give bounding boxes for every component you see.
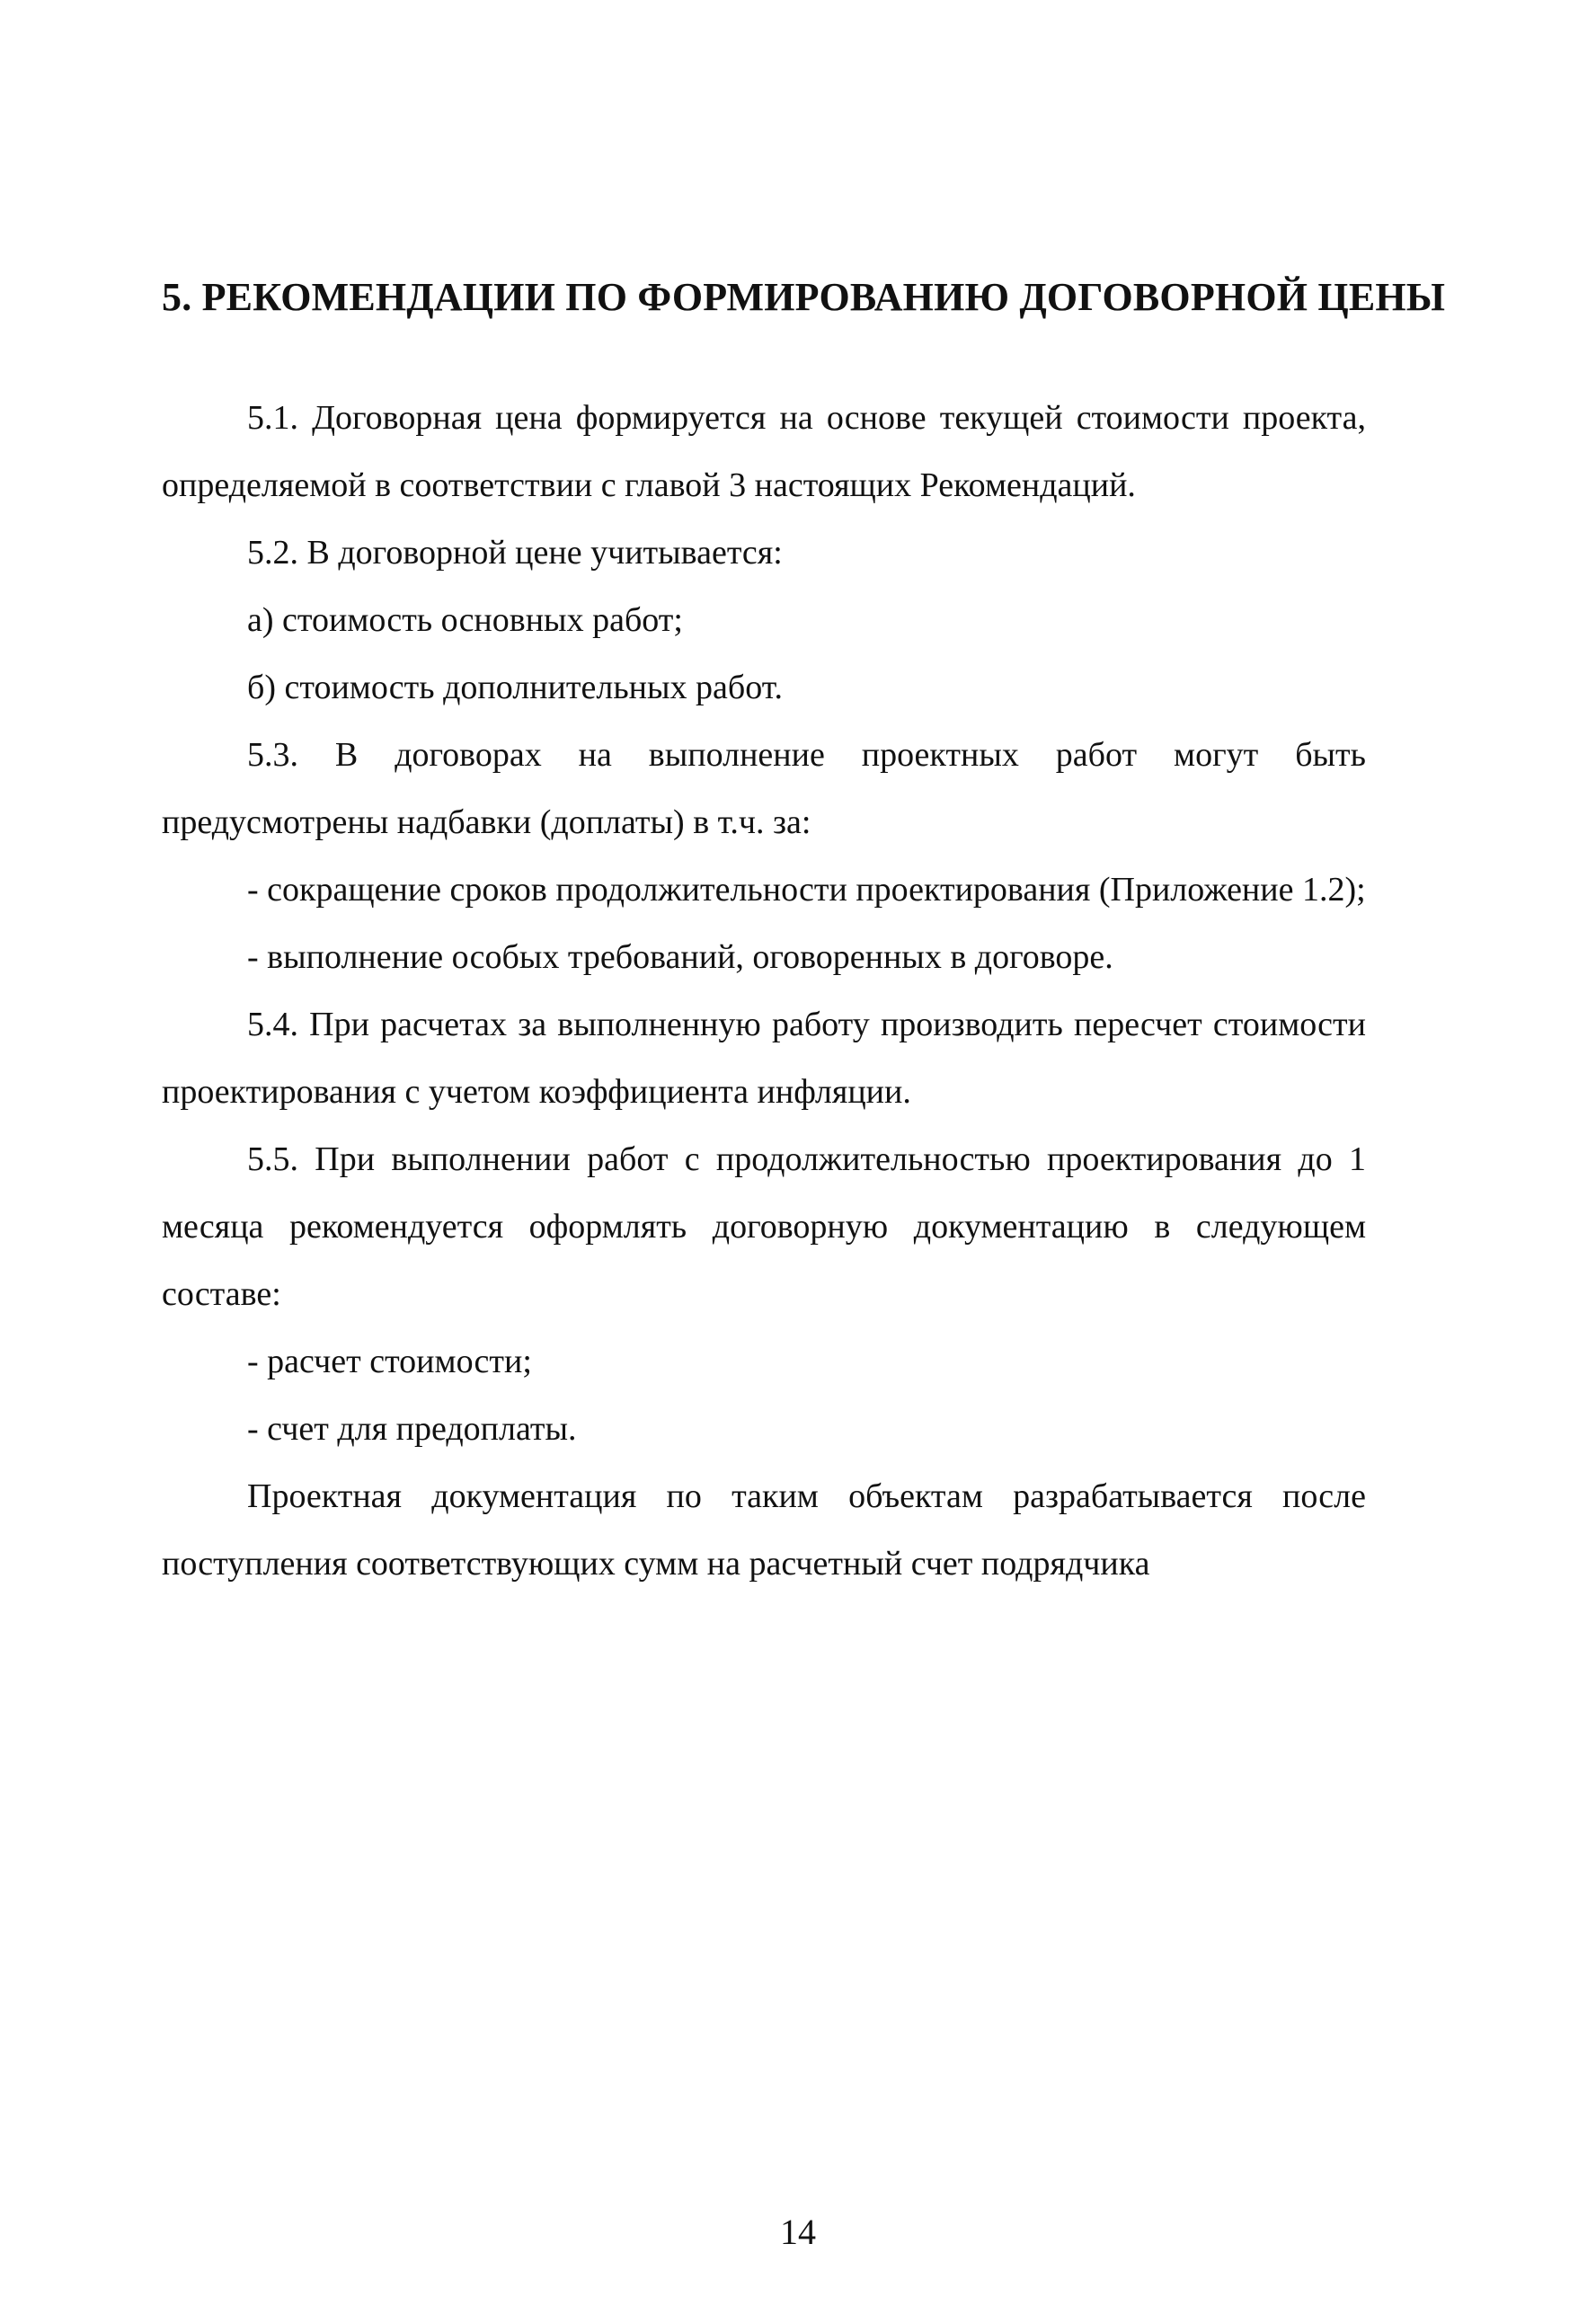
list-item-dash-2: - выполнение особых требований, оговоренных в договоре.	[247, 938, 1113, 976]
section-heading: 5. РЕКОМЕНДАЦИИ ПО ФОРМИРОВАНИЮ ДОГОВОРНОЙ ЦЕНЫ	[162, 275, 1446, 319]
list-item-dash-1: - сокращение сроков продолжительности проектирования (Приложение 1.2);	[247, 871, 1366, 909]
paragraph-5-3: 5.3. В договорах на выполнение проектных работ могут быть предусмотрены надбавки (доплаты) в т.ч. за:	[162, 736, 1366, 841]
list-item-dash-3: - расчет стоимости;	[247, 1343, 532, 1380]
paragraph-closing: Проектная документация по таким объектам разрабатывается после поступления соответствующих сумм на расчетный счет подрядчика	[162, 1477, 1366, 1583]
paragraph-5-5: 5.5. При выполнении работ с продолжительностью проектирования до 1 месяца рекомендуется оформлять договорную документацию в следующем составе:	[162, 1140, 1366, 1313]
paragraph-5-1: 5.1. Договорная цена формируется на основе текущей стоимости проекта, определяемой в соответствии с главой 3 настоящих Рекомендаций.	[162, 399, 1366, 504]
body-text	[162, 385, 1366, 1598]
list-item-dash-4: - счет для предоплаты.	[247, 1410, 577, 1448]
paragraph-5-2: 5.2. В договорной цене учитывается:	[247, 534, 783, 572]
paragraph-5-4: 5.4. При расчетах за выполненную работу производить пересчет стоимости проектирования с учетом коэффициента инфляции.	[162, 1006, 1366, 1111]
list-item-a: а) стоимость основных работ;	[247, 601, 683, 639]
page-number: 14	[780, 2212, 816, 2252]
list-item-b: б) стоимость дополнительных работ.	[247, 669, 783, 706]
